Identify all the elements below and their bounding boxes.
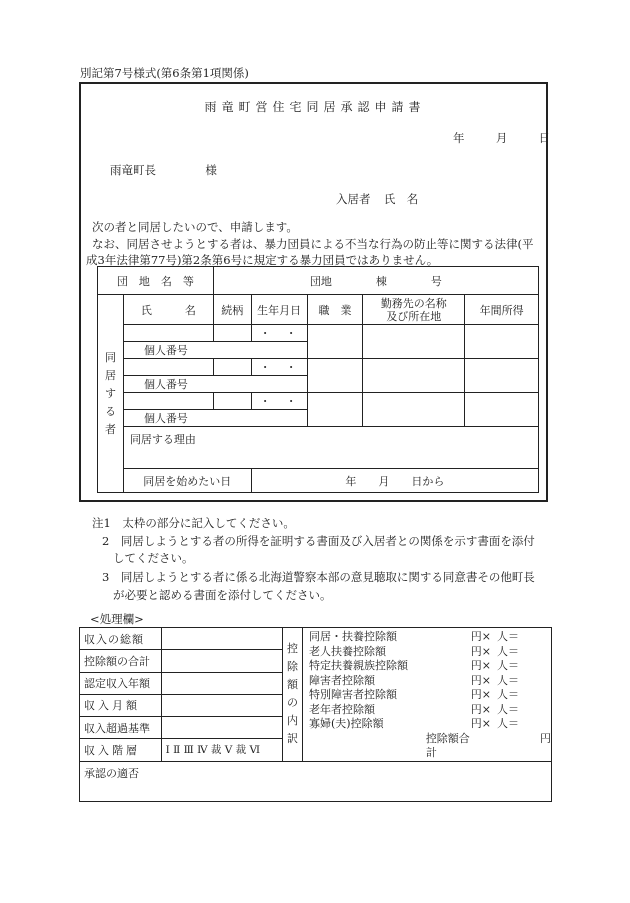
- note-2-cont: してください。: [113, 551, 194, 565]
- paragraph-3: 成3年法律第77号)第2条第6号に規定する暴力団員ではありません。: [86, 253, 439, 267]
- deduction-line[interactable]: 特定扶養親族控除額 円× 人＝: [309, 659, 519, 672]
- person-income[interactable]: [465, 325, 539, 359]
- person-income[interactable]: [465, 393, 539, 427]
- person-id-number[interactable]: 個人番号: [123, 376, 307, 393]
- date-line: [453, 130, 550, 146]
- deduction-line[interactable]: 障害者控除額 円× 人＝: [309, 673, 519, 687]
- header-dob: 生年月日: [251, 295, 307, 325]
- deduction-line[interactable]: 老年者控除額 円× 人＝: [309, 702, 519, 716]
- note-3-cont: が必要と認める書面を添付してください。: [113, 588, 332, 602]
- excess-standard-value[interactable]: [161, 717, 282, 739]
- header-name: 氏 名: [123, 295, 213, 325]
- person-relation[interactable]: [213, 359, 251, 376]
- form-label: 別記第7号様式(第6条第1項関係): [80, 66, 249, 80]
- applicant-label: 入居者: [336, 192, 371, 206]
- addressee-name: 雨竜町長: [110, 163, 156, 177]
- deduction-line[interactable]: 老人扶養控除額 円× 人＝: [309, 644, 519, 658]
- row-certified-income: 認定収入年額: [80, 672, 162, 694]
- paragraph-1: 次の者と同居したいので、申請します。: [92, 220, 298, 234]
- date-month[interactable]: 月: [495, 131, 508, 145]
- person-id-number[interactable]: 個人番号: [123, 410, 307, 427]
- person-dob[interactable]: ・ ・: [251, 359, 307, 376]
- complex-label: 団 地 名 等: [98, 267, 214, 295]
- person-work[interactable]: [363, 359, 465, 393]
- start-date-label: 同居を始めたい日: [123, 469, 251, 493]
- certified-income-value[interactable]: [161, 672, 282, 694]
- paragraph-2: なお、同居させようとする者は、暴力団員による不当な行為の防止等に関する法律(平: [92, 237, 534, 251]
- person-name[interactable]: [123, 393, 213, 410]
- header-income: 年間所得: [465, 295, 539, 325]
- row-total-income: 収入の総額: [80, 628, 162, 650]
- person-relation[interactable]: [213, 325, 251, 342]
- header-job: 職 業: [307, 295, 363, 325]
- person-name[interactable]: [123, 325, 213, 342]
- person-job[interactable]: [307, 325, 363, 359]
- deduction-total-value[interactable]: [161, 650, 282, 672]
- person-relation[interactable]: [213, 393, 251, 410]
- complex-value[interactable]: 団地 棟 号: [213, 267, 538, 295]
- note-2: 2 同居しようとする者の所得を証明する書面及び入居者との関係を示す書面を添付: [102, 534, 535, 548]
- row-income-level: 収入階層: [80, 739, 162, 761]
- applicant-name-label[interactable]: 氏 名: [383, 192, 419, 206]
- deduction-side-label: 控 除 額 の 内 訳: [283, 628, 303, 762]
- applicant: [336, 191, 418, 207]
- approval-decision[interactable]: 承認の適否: [80, 761, 552, 801]
- date-day[interactable]: 日: [538, 131, 551, 145]
- person-dob[interactable]: ・ ・: [251, 393, 307, 410]
- deduction-line[interactable]: 特別障害者控除額 円× 人＝: [309, 688, 519, 701]
- cohabitant-side-label: 同 居 す る 者: [98, 295, 124, 493]
- monthly-income-value[interactable]: [161, 694, 282, 716]
- document-title: 雨竜町営住宅同居承認申請書: [204, 100, 426, 114]
- person-job[interactable]: [307, 359, 363, 393]
- note-3: 3 同居しようとする者に係る北海道警察本部の意見聴取に関する同意書その他町長: [102, 570, 535, 584]
- date-year[interactable]: 年: [453, 131, 465, 145]
- person-name[interactable]: [123, 359, 213, 376]
- header-relation: 続柄: [213, 295, 251, 325]
- start-date-value[interactable]: 年 月 日から: [251, 469, 538, 493]
- person-work[interactable]: [363, 325, 465, 359]
- processing-label: <処理欄>: [90, 612, 144, 626]
- note-1: 注1 太枠の部分に記入してください。: [92, 516, 295, 530]
- person-dob[interactable]: ・ ・: [251, 325, 307, 342]
- addressee: [110, 162, 217, 178]
- deduction-line[interactable]: 同居・扶養控除額 円× 人＝: [309, 630, 519, 643]
- income-level-options[interactable]: Ⅰ Ⅱ Ⅲ Ⅳ 裁 Ⅴ 裁 Ⅵ: [161, 739, 282, 761]
- person-income[interactable]: [465, 359, 539, 393]
- header-work: 勤務先の名称 及び所在地: [363, 295, 465, 325]
- deduction-total[interactable]: 控除額合計 円: [425, 731, 551, 759]
- deduction-breakdown: [303, 628, 552, 762]
- deduction-line[interactable]: 寡婦(夫)控除額 円× 人＝: [309, 717, 519, 730]
- row-excess-standard: 収入超過基準: [80, 717, 162, 739]
- person-job[interactable]: [307, 393, 363, 427]
- addressee-honorific: 様: [205, 163, 217, 177]
- row-monthly-income: 収入月額: [80, 694, 162, 716]
- cohabitation-reason[interactable]: 同居する理由: [123, 427, 538, 469]
- processing-table: [79, 627, 552, 802]
- cohabitant-table: [97, 266, 539, 493]
- person-work[interactable]: [363, 393, 465, 427]
- total-income-value[interactable]: [161, 628, 282, 650]
- row-deduction-total: 控除額の合計: [80, 650, 162, 672]
- person-id-number[interactable]: 個人番号: [123, 342, 307, 359]
